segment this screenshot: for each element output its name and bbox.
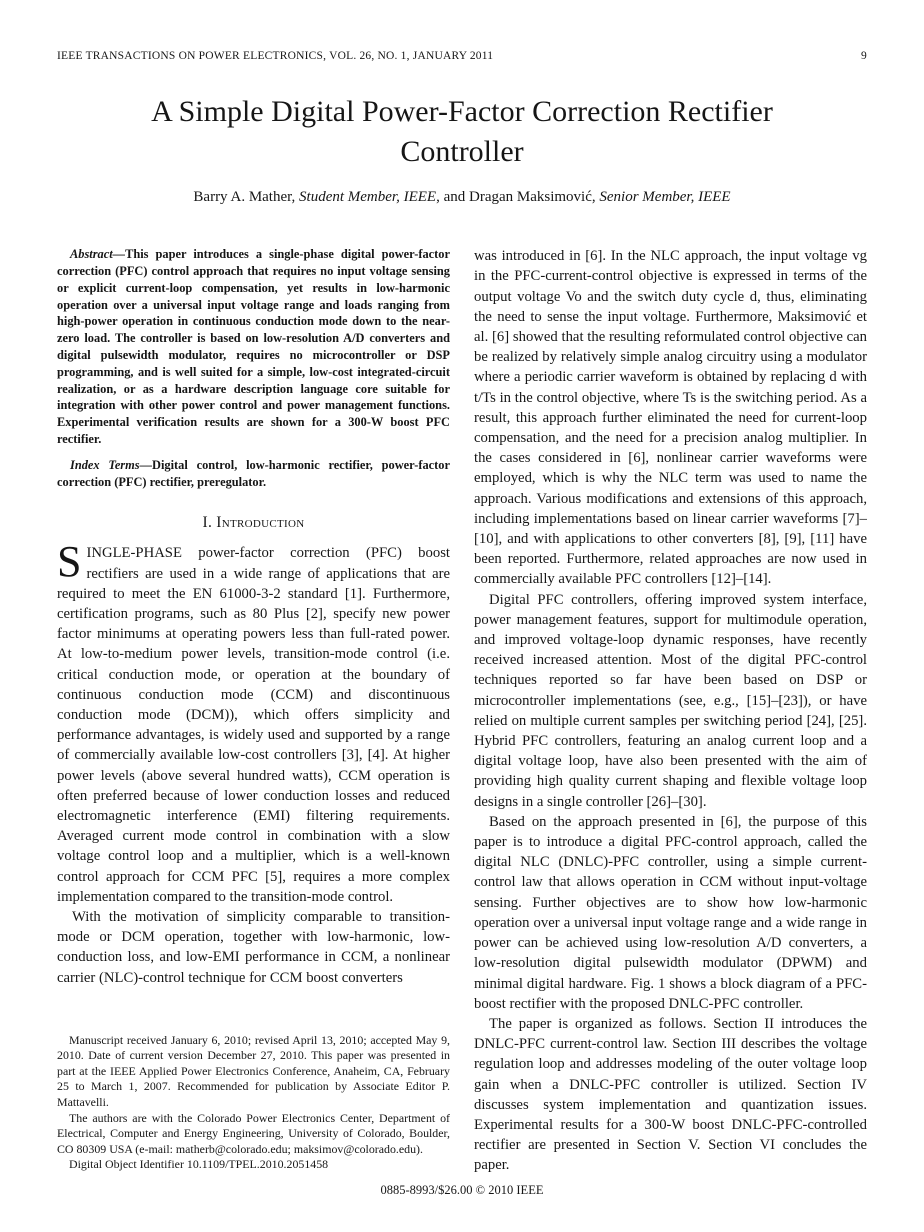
body-paragraph: Based on the approach presented in [6], the purpose of this paper is to introduce a digital PFC-control approach, called the digital NLC (DNLC)-PFC controller, using a simple current-control law that allows operation in CCM without input-voltage sensing. Further objectives are to show how low-harmonic operation over a universal input voltage range and a wide range in power can be achieved using low-resolution A/D converters, a low-resolution digital pulsewidth modulator (DPWM) and minimal digital hardware. Fig. 1 shows a block diagram of a PFC-boost rectifier with the proposed DNLC-PFC controller. <box>474 813 867 1012</box>
footnote-author-affiliation: The authors are with the Colorado Power Electronics Center, Department of Electrical, Computer and Energy Engineering, University of Colorado, Boulder, CO 80309 USA (e-mail: matherb@colorado.edu; maksimov@colorado.edu). <box>57 1110 450 1156</box>
authors-line <box>57 189 867 206</box>
body-paragraph: The paper is organized as follows. Section II introduces the DNLC-PFC current-control law. Section III describes the voltage regulation loop and addresses modeling of the outer voltage loop gain when a DNLC-PFC controller is utilized. Section IV discusses system implementation and quantization issues. Experimental results for a 300-W boost DNLC-PFC-controlled rectifier are presented in Section V. Section VI concludes the paper. <box>474 1015 867 1173</box>
intro-paragraph-1-text: INGLE-PHASE power-factor correction (PFC) boost rectifiers are used in a wide range of applications that are required to meet the EN 61000-3-2 standard [1]. Furthermore, certification programs, such as 80 Plus [2], specify new power factor minimums at operating powers less than full-rated power. At low-to-medium power levels, transition-mode control (i.e. critical conduction mode, or operation at the boundary of continuous conduction mode (CCM) and discontinuous conduction mode (DCM)), which offers simplicity and performance advantages, is widely used and supported by a range of commercially available low-cost controllers [3], [4]. At higher power levels (above several hundred watts), CCM operation is often preferred because of lower conduction losses and reduced electromagnetic interference (EMI) filtering requirements. Averaged current mode control in combination with a slow voltage control loop and a multiplier, which is a well-known control approach for CCM PFC [5], requires a more complex implementation compared to the transition-mode control. <box>57 545 450 905</box>
first-page-footnote <box>57 1023 450 1173</box>
footnote-manuscript-history: Manuscript received January 6, 2010; revised April 13, 2010; accepted May 9, 2010. Date of current version December 27, 2010. This paper was presented in part at the IEEE Applied Power Electronics Conference, Anaheim, CA, February 25 to March 1, 2007. Recommended for publication by Associate Editor P. Mattavelli. <box>57 1032 450 1110</box>
body-paragraph: was introduced in [6]. In the NLC approach, the input voltage vg in the PFC-current-control objective is expressed in terms of the output voltage Vo and the switch duty cycle d, thus, eliminating the need to sense the input voltage. Furthermore, Maksimović et al. [6] showed that the resulting reformulated control objective can be realized by relatively simple analog circuitry using a modulator where a periodic carrier waveform is obtained by replacing d with t/Ts in the control objective, where Ts is the switching period. As a result, this approach further eliminated the need for current-loop compensation, and the need for a precision analog multiplier. In the cases considered in [6], nonlinear carrier waveforms were employed, which is why the NLC term was used to name the approach. Various modifications and extensions of this approach, including implementations based on linear carrier waveforms [7]–[10], and with applications to other converters [8], [9], [11] have been reported. Furthermore, related approaches are now used in commercially available PFC controllers [12]–[14]. <box>474 248 867 588</box>
author-name-2: , and Dragan Maksimović, <box>436 189 600 206</box>
two-column-body <box>57 246 867 1173</box>
abstract-text: This paper introduces a single-phase digital power-factor correction (PFC) control approach that requires no input voltage sensing or explicit current-loop compensation, yet results in low-harmonic operation over a universal input voltage range and loads ranging from high-power operation in continuous conduction mode down to the near-zero load. The controller is based on low-resolution A/D converters and digital pulsewidth modulator, requires no microcontroller or DSP programming, and is well suited for a simple, low-cost integrated-circuit realization, or as a hardware description language core suitable for integration with other power control and power management functions. Experimental verification results are shown for a 300-W boost PFC rectifier. <box>57 247 450 446</box>
index-terms-label: Index Terms— <box>70 457 152 472</box>
paper-title: A Simple Digital Power-Factor Correction Rectifier Controller <box>151 95 773 168</box>
drop-cap: S <box>57 537 82 587</box>
author-affiliation-2: Senior Member, IEEE <box>599 189 731 206</box>
index-terms-text: Digital control, low-harmonic rectifier, power-factor correction (PFC) rectifier, preregulator. <box>57 457 450 489</box>
left-column <box>57 246 450 1173</box>
section-heading-introduction: I. Introduction <box>202 514 305 532</box>
author-affiliation-1: Student Member, IEEE <box>299 189 437 206</box>
abstract-label: Abstract— <box>70 247 126 262</box>
page-number: 9 <box>861 50 867 62</box>
index-terms-paragraph <box>57 457 450 491</box>
author-name-1: Barry A. Mather, <box>193 189 300 206</box>
footnote-doi: Digital Object Identifier 10.1109/TPEL.2010.2051458 <box>69 1157 329 1172</box>
right-column <box>474 246 867 1173</box>
body-paragraph: Digital PFC controllers, offering improved system interface, power management features, support for multimodule operation, and improved voltage-loop dynamic responses, have recently received increased attention. Most of the digital PFC-control techniques reported so far have been based on DSP or microcontroller implementations (see, e.g., [15]–[23]), or have relied on multiple current samples per switching period [24], [25]. Hybrid PFC controllers, featuring an analog current loop and a digital voltage loop, have also been presented with the aim of providing high quality current shaping and flexible voltage loop designs in a single controller [26]–[30]. <box>474 591 867 810</box>
journal-name: IEEE TRANSACTIONS ON POWER ELECTRONICS, VOL. 26, NO. 1, JANUARY 2011 <box>57 50 494 62</box>
abstract-paragraph <box>57 246 450 448</box>
running-head <box>57 50 867 62</box>
intro-paragraph-2: With the motivation of simplicity comparable to transition-mode or DCM operation, together with low-harmonic, low-conduction loss, and low-EMI performance in CCM, a nonlinear carrier (NLC)-control technique for CCM boost converters <box>57 909 450 986</box>
copyright-line: 0885-8993/$26.00 © 2010 IEEE <box>380 1183 544 1197</box>
intro-paragraph-1 <box>57 537 450 907</box>
